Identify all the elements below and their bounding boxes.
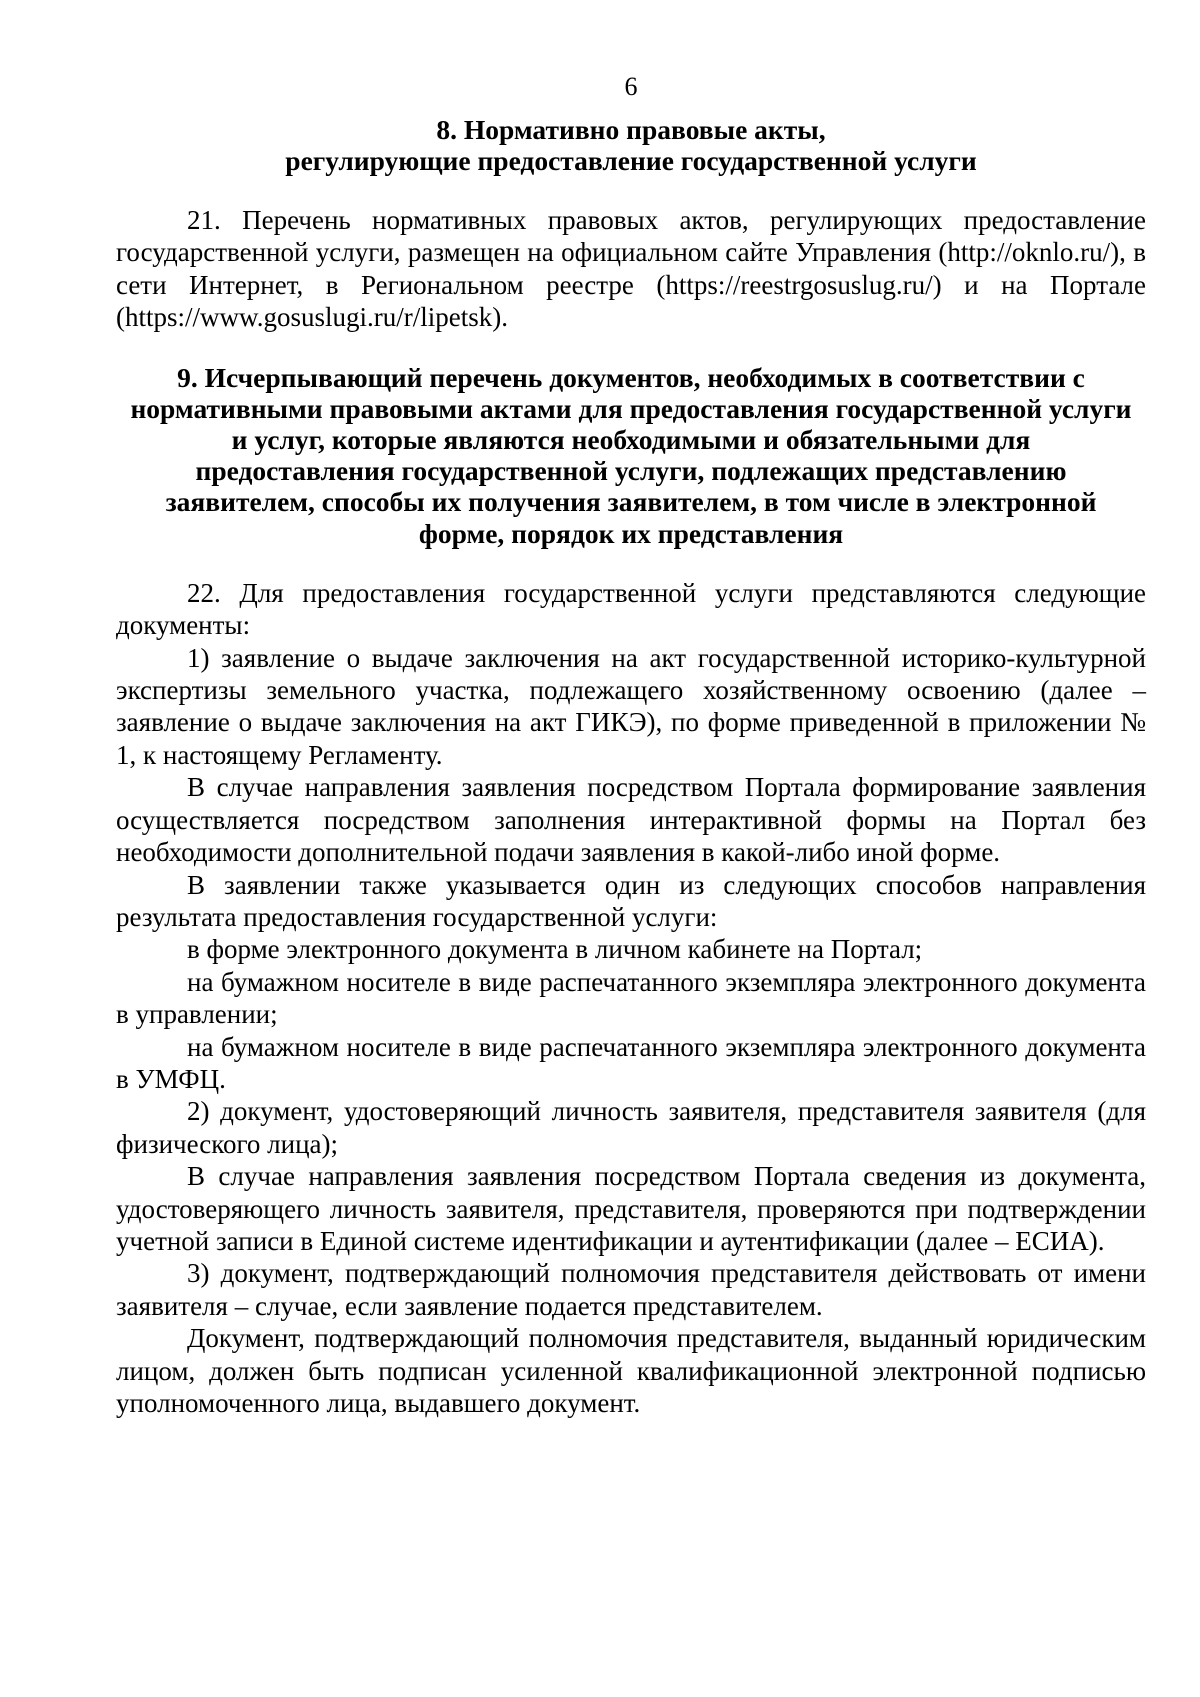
section-9-heading-line: предоставления государственной услуги, подлежащих представлению — [195, 455, 1067, 487]
paragraph-method-paper-umfc: на бумажном носителе в виде распечатанного экземпляра электронного документа в УМФЦ. — [116, 1031, 1146, 1094]
document-page — [116, 72, 1146, 1419]
section-8-heading-line: 8. Нормативно правовые акты, — [436, 114, 826, 145]
paragraph-method-electronic: в форме электронного документа в личном кабинете на Портал; — [187, 934, 923, 965]
paragraph-22: 22. Для предоставления государственной услуги представляются следующие документы: — [116, 577, 1146, 641]
paragraph-method-paper-office: на бумажном носителе в виде распечатанного экземпляра электронного документа в управлении; — [116, 966, 1146, 1030]
section-8-heading-line: регулирующие предоставление государственной услуги — [285, 145, 977, 176]
paragraph-item-3: 3) документ, подтверждающий полномочия представителя действовать от имени заявителя – случае, если заявление подается представителем. — [116, 1258, 1146, 1321]
paragraph-item-1: 1) заявление о выдаче заключения на акт государственной историко-культурной экспертизы земельного участка, подлежащего хозяйственному освоению (далее – заявление о выдаче заключения на акт ГИКЭ), по форме приведенной в приложении № 1, к настоящему Регламенту. — [116, 642, 1146, 770]
section-9-heading-line: форме, порядок их представления — [418, 517, 844, 549]
paragraph-portal-form: В случае направления заявления посредством Портала формирование заявления осуществляется посредством заполнения интерактивной формы на Портал без необходимости дополнительной подачи заявления в какой-либо иной форме. — [116, 772, 1146, 868]
paragraph-item-2: 2) документ, удостоверяющий личность заявителя, представителя заявителя (для физического лица); — [116, 1096, 1146, 1159]
section-9-heading — [116, 362, 1146, 549]
section-9-heading-line: заявителем, способы их получения заявителем, в том числе в электронной — [165, 486, 1097, 518]
section-9-heading-line: и услуг, которые являются необходимыми и обязательными для — [231, 424, 1031, 456]
page-number: 6 — [624, 72, 638, 101]
paragraph-result-methods: В заявлении также указывается один из следующих способов направления результата предоставления государственной услуги: — [116, 869, 1146, 932]
section-8-heading — [116, 114, 1146, 176]
section-9-heading-line: 9. Исчерпывающий перечень документов, необходимых в соответствии с — [177, 361, 1085, 393]
paragraph-signature: Документ, подтверждающий полномочия представителя, выданный юридическим лицом, должен быть подписан усиленной квалификационной электронной подписью уполномоченного лица, выдавшего документ. — [116, 1323, 1146, 1418]
paragraph-esia: В случае направления заявления посредством Портала сведения из документа, удостоверяющего личность заявителя, представителя, проверяются при подтверждении учетной записи в Единой системе идентификации и аутентификации (далее – ЕСИА). — [116, 1161, 1146, 1256]
section-9-heading-line: нормативными правовыми актами для предоставления государственной услуги — [130, 392, 1132, 424]
paragraph-21: 21. Перечень нормативных правовых актов, регулирующих предоставление государственной услуги, размещен на официальном сайте Управления (http://oknlo.ru/), в сети Интернет, в Региональном реестре (https://reestrgosuslug.ru/) и на Портале (https://www.gosuslugi.ru/r/lipetsk). — [116, 205, 1146, 333]
